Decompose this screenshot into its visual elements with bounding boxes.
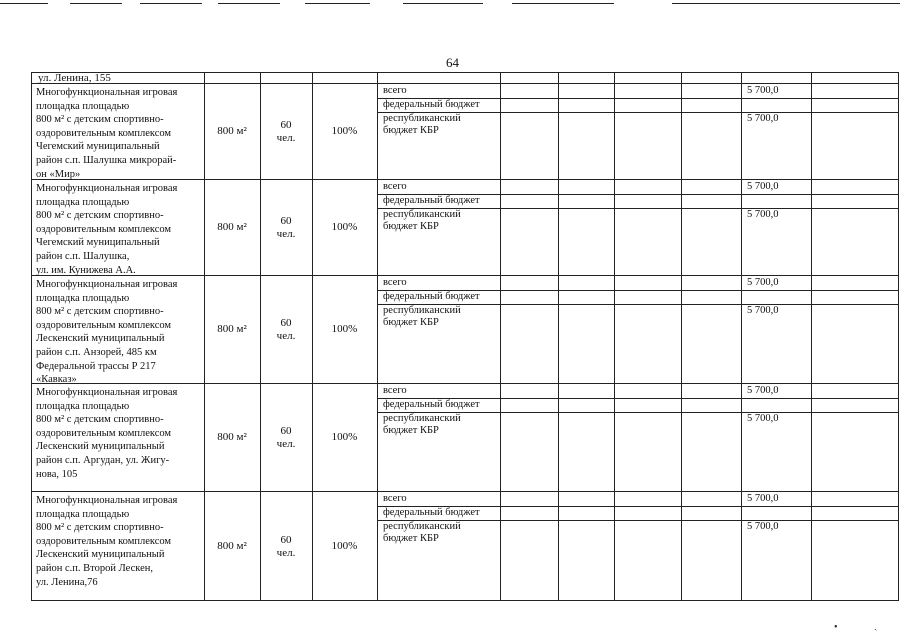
column-divider [741, 384, 742, 491]
capacity-line: чел. [276, 438, 296, 450]
capacity-line: 60 [280, 119, 292, 131]
object-description [36, 182, 204, 277]
column-divider [681, 492, 682, 600]
capacity-cell [260, 215, 312, 241]
top-edge-line [140, 3, 202, 4]
description-line: Чегемский муниципальный [36, 237, 160, 249]
top-edge-line [305, 3, 370, 4]
column-divider [811, 492, 812, 600]
description-line: Чегемский муниципальный [36, 141, 160, 153]
source-republic-label: республиканский [383, 305, 461, 316]
percent-cell: 100% [331, 125, 358, 137]
top-edge-line [0, 3, 48, 4]
capacity-line: чел. [276, 330, 296, 342]
description-line: Многофункциональная игровая [36, 279, 178, 290]
source-republic-label: бюджет КБР [383, 221, 439, 232]
description-line: район с.п. Шалушка микрорай- [36, 154, 177, 166]
source-federal-label: федеральный бюджет [383, 195, 480, 206]
description-line: 800 м² с детским спортивно- [36, 306, 164, 318]
source-federal-label: федеральный бюджет [383, 507, 480, 518]
description-line: площадка площадью [36, 292, 130, 304]
top-edge-line [512, 3, 614, 4]
description-line: площадка площадью [36, 100, 130, 112]
top-edge-line [403, 3, 483, 4]
description-line: площадка площадью [36, 400, 130, 412]
description-line: площадка площадью [36, 196, 130, 208]
object-description [36, 386, 204, 481]
description-line: оздоровительным комплексом [36, 535, 172, 547]
column-divider [681, 384, 682, 491]
amount-republic: 5 700,0 [747, 209, 779, 220]
description-line: оздоровительным комплексом [36, 427, 172, 439]
description-line: Многофункциональная игровая [36, 495, 178, 506]
description-line: Многофункциональная игровая [36, 183, 178, 194]
source-republic-label: республиканский [383, 113, 461, 124]
area-cell: 800 м² [217, 431, 247, 443]
description-line: Лескенский муниципальный [36, 333, 165, 345]
source-total-label: всего [383, 181, 407, 192]
amount-republic: 5 700,0 [747, 521, 779, 532]
percent-cell: 100% [331, 431, 358, 443]
top-edge-line [672, 3, 900, 4]
top-edge-line [218, 3, 280, 4]
description-line: «Кавказ» [36, 374, 77, 386]
table-row [31, 384, 899, 492]
source-republic-label: республиканский [383, 521, 461, 532]
capacity-line: 60 [280, 215, 292, 227]
scan-mark: ˏ [874, 620, 878, 631]
source-republic-label: бюджет КБР [383, 125, 439, 136]
column-divider [741, 276, 742, 383]
description-line: Многофункциональная игровая [36, 87, 178, 98]
column-divider [377, 492, 378, 600]
capacity-line: чел. [276, 132, 296, 144]
lead-row-address: ул. Ленина, 155 [38, 72, 111, 84]
table-row [31, 180, 899, 276]
source-republic-label: республиканский [383, 209, 461, 220]
column-divider [614, 384, 615, 491]
source-total-label: всего [383, 277, 407, 288]
description-line: 800 м² с детским спортивно- [36, 414, 164, 426]
description-line: оздоровительным комплексом [36, 223, 172, 235]
amount-republic: 5 700,0 [747, 305, 779, 316]
capacity-line: 60 [280, 317, 292, 329]
capacity-line: чел. [276, 547, 296, 559]
description-line: район с.п. Второй Лескен, [36, 562, 154, 574]
amount-total: 5 700,0 [747, 385, 779, 396]
description-line: 800 м² с детским спортивно- [36, 522, 164, 534]
source-federal-label: федеральный бюджет [383, 291, 480, 302]
capacity-cell [260, 534, 312, 560]
percent-cell: 100% [331, 323, 358, 335]
column-divider [811, 384, 812, 491]
description-line: нова, 105 [36, 468, 78, 480]
column-divider [681, 276, 682, 383]
capacity-line: чел. [276, 228, 296, 240]
capacity-cell [260, 119, 312, 145]
description-line: оздоровительным комплексом [36, 127, 172, 139]
table-row [31, 84, 899, 180]
description-line: он «Мир» [36, 168, 81, 180]
column-divider [500, 492, 501, 600]
amount-republic: 5 700,0 [747, 113, 779, 124]
description-line: 800 м² с детским спортивно- [36, 210, 164, 222]
page-number: 64 [446, 55, 459, 70]
description-line: ул. им. Кунижева А.А. [36, 264, 136, 276]
source-federal-label: федеральный бюджет [383, 99, 480, 110]
description-line: Лескенский муниципальный [36, 549, 165, 561]
source-republic-label: бюджет КБР [383, 425, 439, 436]
description-line: Лескенский муниципальный [36, 441, 165, 453]
column-divider [377, 276, 378, 383]
column-divider [614, 276, 615, 383]
description-line: район с.п. Аргудан, ул. Жигу- [36, 454, 170, 466]
percent-cell: 100% [331, 221, 358, 233]
table-row [31, 492, 899, 601]
column-divider [500, 276, 501, 383]
description-line: район с.п. Анзорей, 485 км [36, 346, 157, 358]
description-line: Многофункциональная игровая [36, 387, 178, 398]
description-line: район с.п. Шалушка, [36, 250, 130, 262]
area-cell: 800 м² [217, 221, 247, 233]
object-description [36, 494, 204, 589]
source-republic-label: республиканский [383, 413, 461, 424]
capacity-cell [260, 317, 312, 343]
column-divider [741, 492, 742, 600]
source-federal-label: федеральный бюджет [383, 399, 480, 410]
top-edge-line [70, 3, 122, 4]
column-divider [377, 384, 378, 491]
column-divider [558, 384, 559, 491]
area-cell: 800 м² [217, 540, 247, 552]
description-line: Федеральной трассы Р 217 [36, 360, 156, 372]
source-total-label: всего [383, 493, 407, 504]
table-lead-row [31, 72, 899, 84]
area-cell: 800 м² [217, 125, 247, 137]
amount-total: 5 700,0 [747, 181, 779, 192]
column-divider [500, 384, 501, 491]
column-divider [558, 276, 559, 383]
description-line: площадка площадью [36, 508, 130, 520]
area-cell: 800 м² [217, 323, 247, 335]
object-description [36, 278, 204, 387]
amount-total: 5 700,0 [747, 85, 779, 96]
amount-total: 5 700,0 [747, 277, 779, 288]
source-total-label: всего [383, 85, 407, 96]
source-total-label: всего [383, 385, 407, 396]
column-divider [614, 492, 615, 600]
column-divider [811, 276, 812, 383]
source-republic-label: бюджет КБР [383, 533, 439, 544]
capacity-line: 60 [280, 425, 292, 437]
description-line: 800 м² с детским спортивно- [36, 114, 164, 126]
capacity-cell [260, 425, 312, 451]
percent-cell: 100% [331, 540, 358, 552]
amount-republic: 5 700,0 [747, 413, 779, 424]
capacity-line: 60 [280, 534, 292, 546]
description-line: оздоровительным комплексом [36, 319, 172, 331]
table-row [31, 276, 899, 384]
amount-total: 5 700,0 [747, 493, 779, 504]
source-republic-label: бюджет КБР [383, 317, 439, 328]
description-line: ул. Ленина,76 [36, 576, 98, 588]
scan-mark: • [834, 622, 838, 633]
object-description [36, 86, 204, 181]
column-divider [558, 492, 559, 600]
